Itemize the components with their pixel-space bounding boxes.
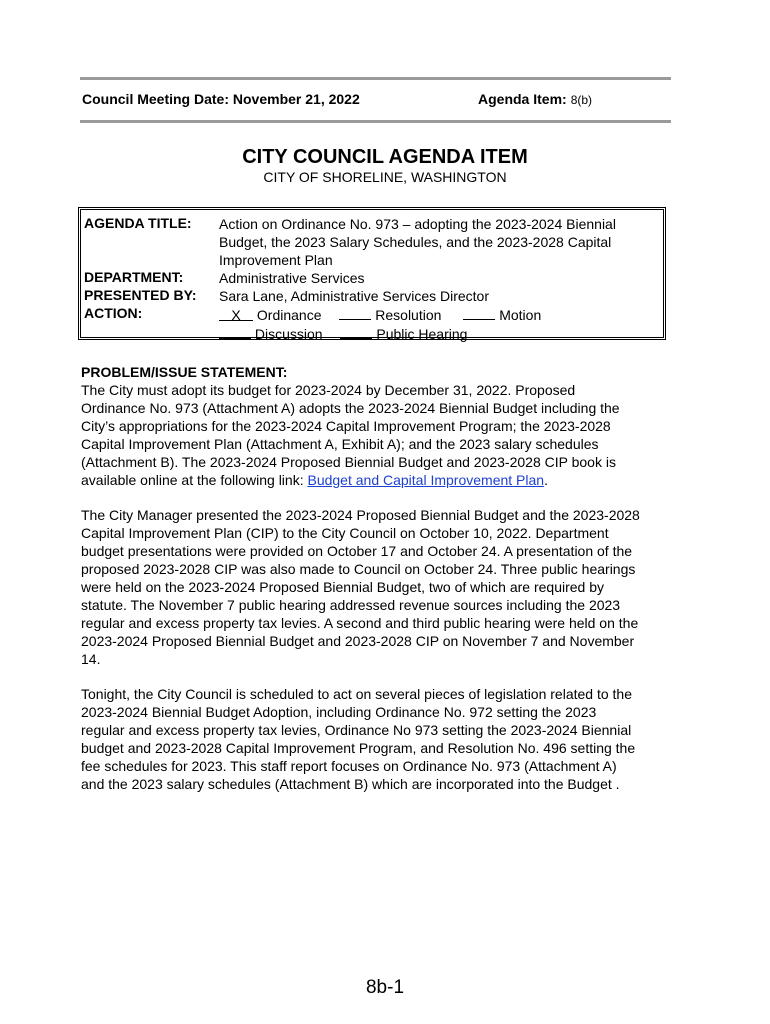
public-hearing-option: Public Hearing [376,326,468,342]
link-prefix: available online at the following link: [81,472,308,488]
agenda-item-label: Agenda Item: [478,91,567,107]
agenda-title-label: AGENDA TITLE: [84,215,192,231]
paragraph-line: The City must adopt its budget for 2023-2024 by December 31, 2022. Proposed [81,382,576,398]
link-suffix: . [544,472,548,488]
budget-cip-link[interactable]: Budget and Capital Improvement Plan [307,472,545,488]
paragraph-line: were held on the 2023-2024 Proposed Biennial Budget, two of which are required by [81,579,605,595]
agenda-title-line: Improvement Plan [219,252,333,268]
discussion-checkbox [219,324,251,339]
problem-paragraph-2 [81,506,693,668]
motion-checkbox [463,305,495,320]
action-label: ACTION: [84,305,143,321]
page-subtitle: CITY OF SHORELINE, WASHINGTON [263,169,507,185]
agenda-title-line: Budget, the 2023 Salary Schedules, and the 2023-2028 Capital [219,234,612,250]
discussion-option: Discussion [254,326,323,342]
paragraph-line: regular and excess property tax levies. A second and third public hearing were held on the [81,615,639,631]
header-rule-bottom [80,120,671,123]
page-title: CITY COUNCIL AGENDA ITEM [242,146,528,168]
paragraph-line: and the 2023 salary schedules (Attachment B) which are incorporated into the Budget . [81,776,620,792]
paragraph-line: Capital Improvement Plan (Attachment A, Exhibit A); and the 2023 salary schedules [81,436,599,452]
agenda-item-number: 8(b) [570,93,593,107]
header-rule-top [80,77,671,80]
paragraph-line [81,471,693,489]
agenda-title-line: Action on Ordinance No. 973 – adopting the 2023-2024 Biennial [219,216,616,232]
presented-by-value: Sara Lane, Administrative Services Director [219,288,489,304]
paragraph-line: The City Manager presented the 2023-2024 Proposed Biennial Budget and the 2023-2028 [81,507,640,523]
paragraph-line: fee schedules for 2023. This staff report focuses on Ordinance No. 973 (Attachment A) [81,758,617,774]
paragraph-line: regular and excess property tax levies, Ordinance No 973 setting the 2023-2024 Biennial [81,722,632,738]
paragraph-line: Ordinance No. 973 (Attachment A) adopts the 2023-2024 Biennial Budget including the [81,400,620,416]
ordinance-option: Ordinance [256,307,322,323]
paragraph-line: budget presentations were provided on October 17 and October 24. A presentation of the [81,543,633,559]
paragraph-line: statute. The November 7 public hearing addressed revenue sources including the 2023 [81,597,621,613]
meeting-date: Council Meeting Date: November 21, 2022 [82,91,360,107]
department-label: DEPARTMENT: [84,269,184,285]
paragraph-line: 14. [81,651,101,667]
resolution-checkbox [339,305,371,320]
public-hearing-checkbox [340,324,372,339]
agenda-title-value [219,215,616,269]
problem-paragraph-1 [81,381,693,489]
agenda-info-box [78,207,666,340]
presented-by-label: PRESENTED BY: [84,287,197,303]
paragraph-line: 2023-2024 Biennial Budget Adoption, including Ordinance No. 972 setting the 2023 [81,704,597,720]
page-number: 8b-1 [365,977,405,998]
resolution-option: Resolution [375,307,442,323]
paragraph-line: proposed 2023-2028 CIP was also made to Council on October 24. Three public hearings [81,561,636,577]
paragraph-line: Capital Improvement Plan (CIP) to the City Council on October 10, 2022. Department [81,525,609,541]
problem-paragraph-3 [81,685,693,793]
agenda-item [478,91,592,107]
ordinance-checkbox: X [219,306,253,321]
motion-option: Motion [499,307,542,323]
paragraph-line: budget and 2023-2028 Capital Improvement Program, and Resolution No. 496 setting the [81,740,636,756]
paragraph-line: 2023-2024 Proposed Biennial Budget and 2023-2028 CIP on November 7 and November [81,633,635,649]
problem-heading: PROBLEM/ISSUE STATEMENT: [81,364,288,380]
action-options [219,305,541,343]
paragraph-line: Tonight, the City Council is scheduled to act on several pieces of legislation related to the [81,686,632,702]
paragraph-line: (Attachment B). The 2023-2024 Proposed Biennial Budget and 2023-2028 CIP book is [81,454,616,470]
department-value: Administrative Services [219,270,365,286]
paragraph-line: City’s appropriations for the 2023-2024 Capital Improvement Program; the 2023-2028 [81,418,611,434]
